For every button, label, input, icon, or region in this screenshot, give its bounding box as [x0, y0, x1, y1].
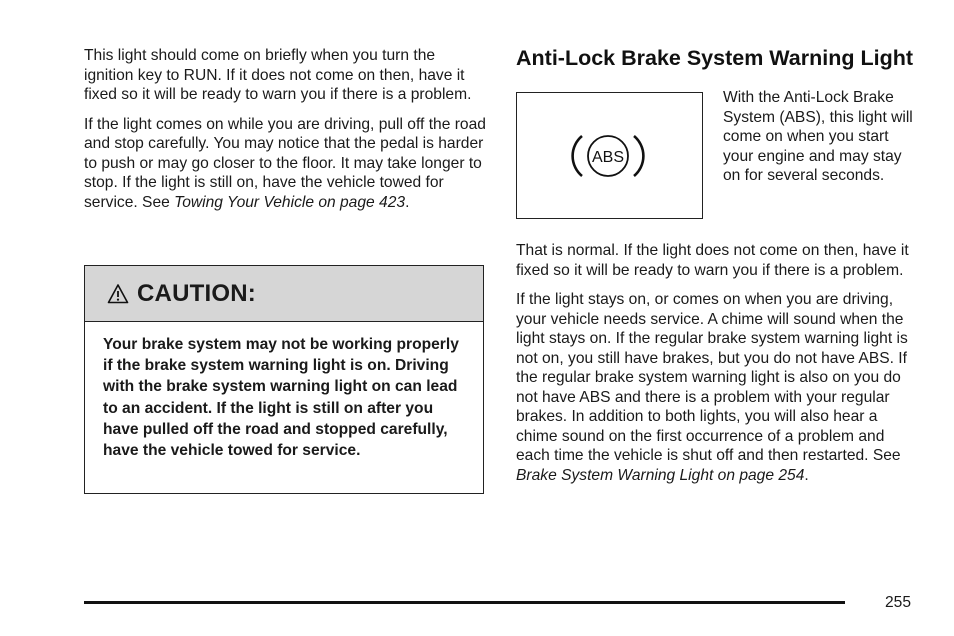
caution-header [85, 266, 483, 322]
left-paragraph-2-end: . [405, 193, 410, 211]
left-paragraph-2 [84, 115, 486, 213]
abs-figure-row [516, 89, 921, 220]
right-column [516, 44, 921, 485]
right-paragraph-2 [516, 290, 921, 485]
warning-triangle-icon [107, 283, 129, 305]
abs-symbol-text: ABS [591, 149, 625, 166]
brake-warning-reference: Brake System Warning Light on page 254 [516, 466, 805, 484]
footer-rule [84, 601, 845, 604]
right-paragraph-2-text: If the light stays on, or comes on when you are driving, your vehicle needs service. A chime will sound when the light stays on. If the regular brake system warning light is not on, you still have brakes, but you do not have ABS. If the regular brake system warning light is also on you do not have ABS and there is a problem with your regular brakes. In addition to both lights, you will also hear a chime sound on the first occurrence of a problem and each time the vehicle is shut off and then restarted. See [516, 291, 908, 464]
abs-warning-light-icon [571, 129, 645, 183]
caution-title: CAUTION: [137, 279, 256, 307]
towing-reference: Towing Your Vehicle on page 423 [174, 193, 406, 211]
left-paragraph-1: This light should come on briefly when you turn the ignition key to RUN. If it does not come on then, have it fixed so it will be ready to warn you if there is a problem. [84, 47, 472, 103]
right-paragraph-2-end: . [804, 466, 809, 484]
left-column [84, 46, 486, 212]
section-heading: Anti-Lock Brake System Warning Light [516, 46, 914, 70]
left-paragraph-2-text: If the light comes on while you are driving, pull off the road and stop carefully. You may notice that the pedal is harder to push or may go closer to the floor. It may take longer to stop. If the light is still on, have the vehicle towed for service. See [84, 115, 486, 211]
right-paragraph-1: That is normal. If the light does not come on then, have it fixed so it will be ready to warn you if there is a problem. [516, 242, 909, 279]
page-number: 255 [885, 594, 912, 611]
caution-box [84, 265, 484, 494]
abs-caption: With the Anti-Lock Brake System (ABS), this light will come on when you start your engine and may stay on for several seconds. [723, 89, 913, 184]
abs-figure [516, 92, 703, 219]
caution-body: Your brake system may not be working properly if the brake system warning light is on. Driving with the brake system warning light on can lead to an accident. If the light is still on after you have pulled off the road and stopped carefully, have the vehicle towed for service. [103, 336, 459, 460]
